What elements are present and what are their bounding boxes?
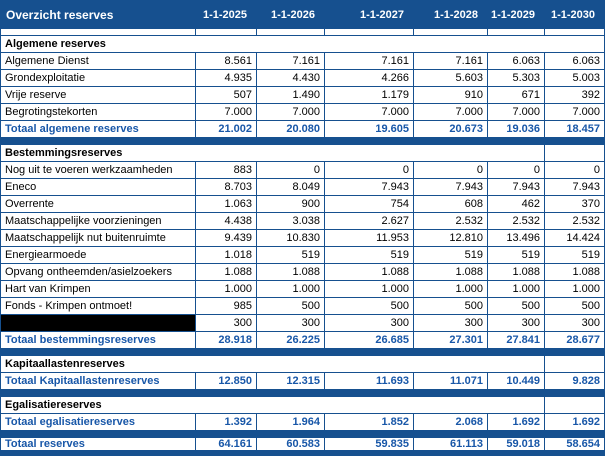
value-cell: 500	[413, 298, 487, 314]
value-cell: 1.692	[544, 414, 604, 430]
table-row	[1, 196, 604, 213]
column-header-year: 1-1-2028	[433, 8, 478, 21]
value-cell: 59.018	[487, 438, 544, 450]
row-label: Energiearmoede	[5, 249, 87, 261]
value-cell: 2.627	[324, 213, 413, 229]
value-cell: 7.943	[487, 179, 544, 195]
value-cell: 21.002	[195, 121, 256, 137]
value-cell: 9.439	[195, 230, 256, 246]
value-cell: 7.000	[487, 104, 544, 120]
section-header-label: Egalisatiereserves	[5, 399, 102, 411]
value-cell: 26.685	[324, 332, 413, 348]
value-cell: 20.673	[413, 121, 487, 137]
value-cell: 462	[487, 196, 544, 212]
value-cell: 1.000	[413, 281, 487, 297]
row-label: Algemene Dienst	[5, 55, 89, 67]
spacer-cell	[413, 29, 487, 35]
value-cell: 7.000	[544, 104, 604, 120]
spacer-cell	[544, 29, 604, 35]
section-header-label: Kapitaallastenreserves	[5, 358, 125, 370]
value-cell: 392	[544, 87, 604, 103]
value-cell: 1.964	[256, 414, 324, 430]
total-row	[1, 332, 604, 349]
value-cell: 7.000	[256, 104, 324, 120]
row-label: Totaal bestemmingsreserves	[5, 334, 156, 346]
value-cell: 27.301	[413, 332, 487, 348]
row-label: Totaal Kapitaallastenreserves	[5, 375, 160, 387]
value-cell: 2.068	[413, 414, 487, 430]
value-cell: 12.315	[256, 373, 324, 389]
value-cell: 1.852	[324, 414, 413, 430]
value-cell: 7.161	[324, 53, 413, 69]
row-label: Maatschappelijk nut buitenruimte	[5, 232, 166, 244]
value-cell: 519	[256, 247, 324, 263]
value-cell: 1.490	[256, 87, 324, 103]
value-cell: 4.935	[195, 70, 256, 86]
row-label: Nog uit te voeren werkzaamheden	[5, 164, 173, 176]
row-label: Fonds - Krimpen ontmoet!	[5, 300, 133, 312]
value-cell: 19.605	[324, 121, 413, 137]
spacer-cell	[195, 29, 256, 35]
value-cell: 6.063	[544, 53, 604, 69]
value-cell: 500	[544, 298, 604, 314]
value-cell: 507	[195, 87, 256, 103]
total-row	[1, 121, 604, 138]
value-cell: 300	[544, 315, 604, 331]
table-row	[1, 53, 604, 70]
value-cell: 1.063	[195, 196, 256, 212]
value-cell: 64.161	[195, 438, 256, 450]
value-cell: 4.266	[324, 70, 413, 86]
value-cell: 60.583	[256, 438, 324, 450]
table-row	[1, 230, 604, 247]
value-cell: 8.703	[195, 179, 256, 195]
table-row	[1, 264, 604, 281]
table-row	[1, 281, 604, 298]
value-cell: 12.810	[413, 230, 487, 246]
value-cell: 5.003	[544, 70, 604, 86]
row-label: Begrotingstekorten	[5, 106, 98, 118]
section-header-label: Bestemmingsreserves	[5, 147, 123, 159]
value-cell: 0	[256, 162, 324, 178]
value-cell: 28.677	[544, 332, 604, 348]
total-row	[1, 373, 604, 390]
value-cell: 671	[487, 87, 544, 103]
section-header-label: Algemene reserves	[5, 38, 106, 50]
section-separator-band	[1, 349, 604, 356]
value-cell: 14.424	[544, 230, 604, 246]
section-header-empty-cell	[544, 397, 604, 413]
bottom-border-band	[1, 451, 604, 456]
value-cell: 20.080	[256, 121, 324, 137]
column-header-year: 1-1-2025	[202, 8, 247, 21]
value-cell: 1.000	[487, 281, 544, 297]
value-cell: 3.038	[256, 213, 324, 229]
row-label: Hart van Krimpen	[5, 283, 91, 295]
value-cell: 1.692	[487, 414, 544, 430]
value-cell: 7.161	[256, 53, 324, 69]
section-separator-band	[1, 431, 604, 438]
value-cell: 300	[324, 315, 413, 331]
value-cell: 1.088	[413, 264, 487, 280]
value-cell: 300	[256, 315, 324, 331]
table-row	[1, 247, 604, 264]
value-cell: 0	[487, 162, 544, 178]
value-cell: 27.841	[487, 332, 544, 348]
column-header-year: 1-1-2030	[550, 8, 595, 21]
value-cell: 754	[324, 196, 413, 212]
redacted-row-label	[1, 315, 195, 331]
column-header-year: 1-1-2026	[270, 8, 315, 21]
value-cell: 7.943	[413, 179, 487, 195]
value-cell: 1.000	[544, 281, 604, 297]
column-header-year: 1-1-2029	[490, 8, 535, 21]
value-cell: 1.000	[324, 281, 413, 297]
value-cell: 1.392	[195, 414, 256, 430]
value-cell: 1.179	[324, 87, 413, 103]
value-cell: 8.049	[256, 179, 324, 195]
value-cell: 519	[544, 247, 604, 263]
value-cell: 1.000	[256, 281, 324, 297]
value-cell: 10.449	[487, 373, 544, 389]
value-cell: 1.000	[195, 281, 256, 297]
value-cell: 61.113	[413, 438, 487, 450]
spacer-cell	[487, 29, 544, 35]
table-body	[1, 36, 604, 456]
row-label: Opvang ontheemden/asielzoekers	[5, 266, 172, 278]
value-cell: 18.457	[544, 121, 604, 137]
value-cell: 11.693	[324, 373, 413, 389]
table-row	[1, 179, 604, 196]
value-cell: 1.088	[487, 264, 544, 280]
value-cell: 10.830	[256, 230, 324, 246]
section-header-row	[1, 36, 604, 53]
value-cell: 59.835	[324, 438, 413, 450]
table-row	[1, 213, 604, 230]
section-header-row	[1, 397, 604, 414]
value-cell: 7.161	[413, 53, 487, 69]
value-cell: 7.943	[324, 179, 413, 195]
header-spacer-row	[1, 29, 604, 36]
value-cell: 12.850	[195, 373, 256, 389]
value-cell: 900	[256, 196, 324, 212]
value-cell: 300	[413, 315, 487, 331]
value-cell: 300	[487, 315, 544, 331]
column-header-year: 1-1-2027	[359, 8, 404, 21]
value-cell: 7.943	[544, 179, 604, 195]
table-row	[1, 104, 604, 121]
row-label: Totaal egalisatiereserves	[5, 416, 136, 428]
value-cell: 28.918	[195, 332, 256, 348]
table-header-row	[1, 0, 604, 29]
section-separator-band	[1, 138, 604, 145]
value-cell: 370	[544, 196, 604, 212]
value-cell: 519	[413, 247, 487, 263]
value-cell: 9.828	[544, 373, 604, 389]
page-title: Overzicht reserves	[6, 7, 114, 22]
value-cell: 13.496	[487, 230, 544, 246]
value-cell: 58.654	[544, 438, 604, 450]
spacer-cell	[324, 29, 413, 35]
table-row	[1, 315, 604, 332]
value-cell: 300	[195, 315, 256, 331]
value-cell: 500	[487, 298, 544, 314]
value-cell: 19.036	[487, 121, 544, 137]
row-label: Totaal algemene reserves	[5, 123, 139, 135]
section-separator-band	[1, 390, 604, 397]
section-header-row	[1, 356, 604, 373]
value-cell: 7.000	[195, 104, 256, 120]
value-cell: 7.000	[324, 104, 413, 120]
row-label: Overrente	[5, 198, 54, 210]
table-row	[1, 87, 604, 104]
value-cell: 608	[413, 196, 487, 212]
row-label: Grondexploitatie	[5, 72, 86, 84]
value-cell: 1.088	[256, 264, 324, 280]
value-cell: 910	[413, 87, 487, 103]
total-row	[1, 414, 604, 431]
value-cell: 1.088	[195, 264, 256, 280]
value-cell: 2.532	[413, 213, 487, 229]
value-cell: 883	[195, 162, 256, 178]
value-cell: 519	[487, 247, 544, 263]
section-header-row	[1, 145, 604, 162]
value-cell: 5.603	[413, 70, 487, 86]
value-cell: 11.953	[324, 230, 413, 246]
row-label: Vrije reserve	[5, 89, 67, 101]
spacer-cell	[256, 29, 324, 35]
value-cell: 519	[324, 247, 413, 263]
spacer-cell	[1, 29, 195, 35]
value-cell: 4.430	[256, 70, 324, 86]
row-label: Totaal reserves	[5, 438, 85, 450]
value-cell: 8.561	[195, 53, 256, 69]
value-cell: 6.063	[487, 53, 544, 69]
value-cell: 0	[324, 162, 413, 178]
table-row	[1, 162, 604, 179]
table-row	[1, 70, 604, 87]
row-label: Maatschappelijke voorzieningen	[5, 215, 162, 227]
table-row	[1, 298, 604, 315]
value-cell: 26.225	[256, 332, 324, 348]
value-cell: 1.088	[324, 264, 413, 280]
value-cell: 0	[413, 162, 487, 178]
section-header-empty-cell	[544, 356, 604, 372]
value-cell: 2.532	[487, 213, 544, 229]
value-cell: 7.000	[413, 104, 487, 120]
value-cell: 985	[195, 298, 256, 314]
value-cell: 2.532	[544, 213, 604, 229]
value-cell: 1.018	[195, 247, 256, 263]
section-header-empty-cell	[544, 145, 604, 161]
value-cell: 4.438	[195, 213, 256, 229]
value-cell: 1.088	[544, 264, 604, 280]
value-cell: 500	[324, 298, 413, 314]
value-cell: 500	[256, 298, 324, 314]
value-cell: 11.071	[413, 373, 487, 389]
grand-total-row	[1, 438, 604, 451]
value-cell: 0	[544, 162, 604, 178]
row-label: Eneco	[5, 181, 37, 193]
value-cell: 5.303	[487, 70, 544, 86]
